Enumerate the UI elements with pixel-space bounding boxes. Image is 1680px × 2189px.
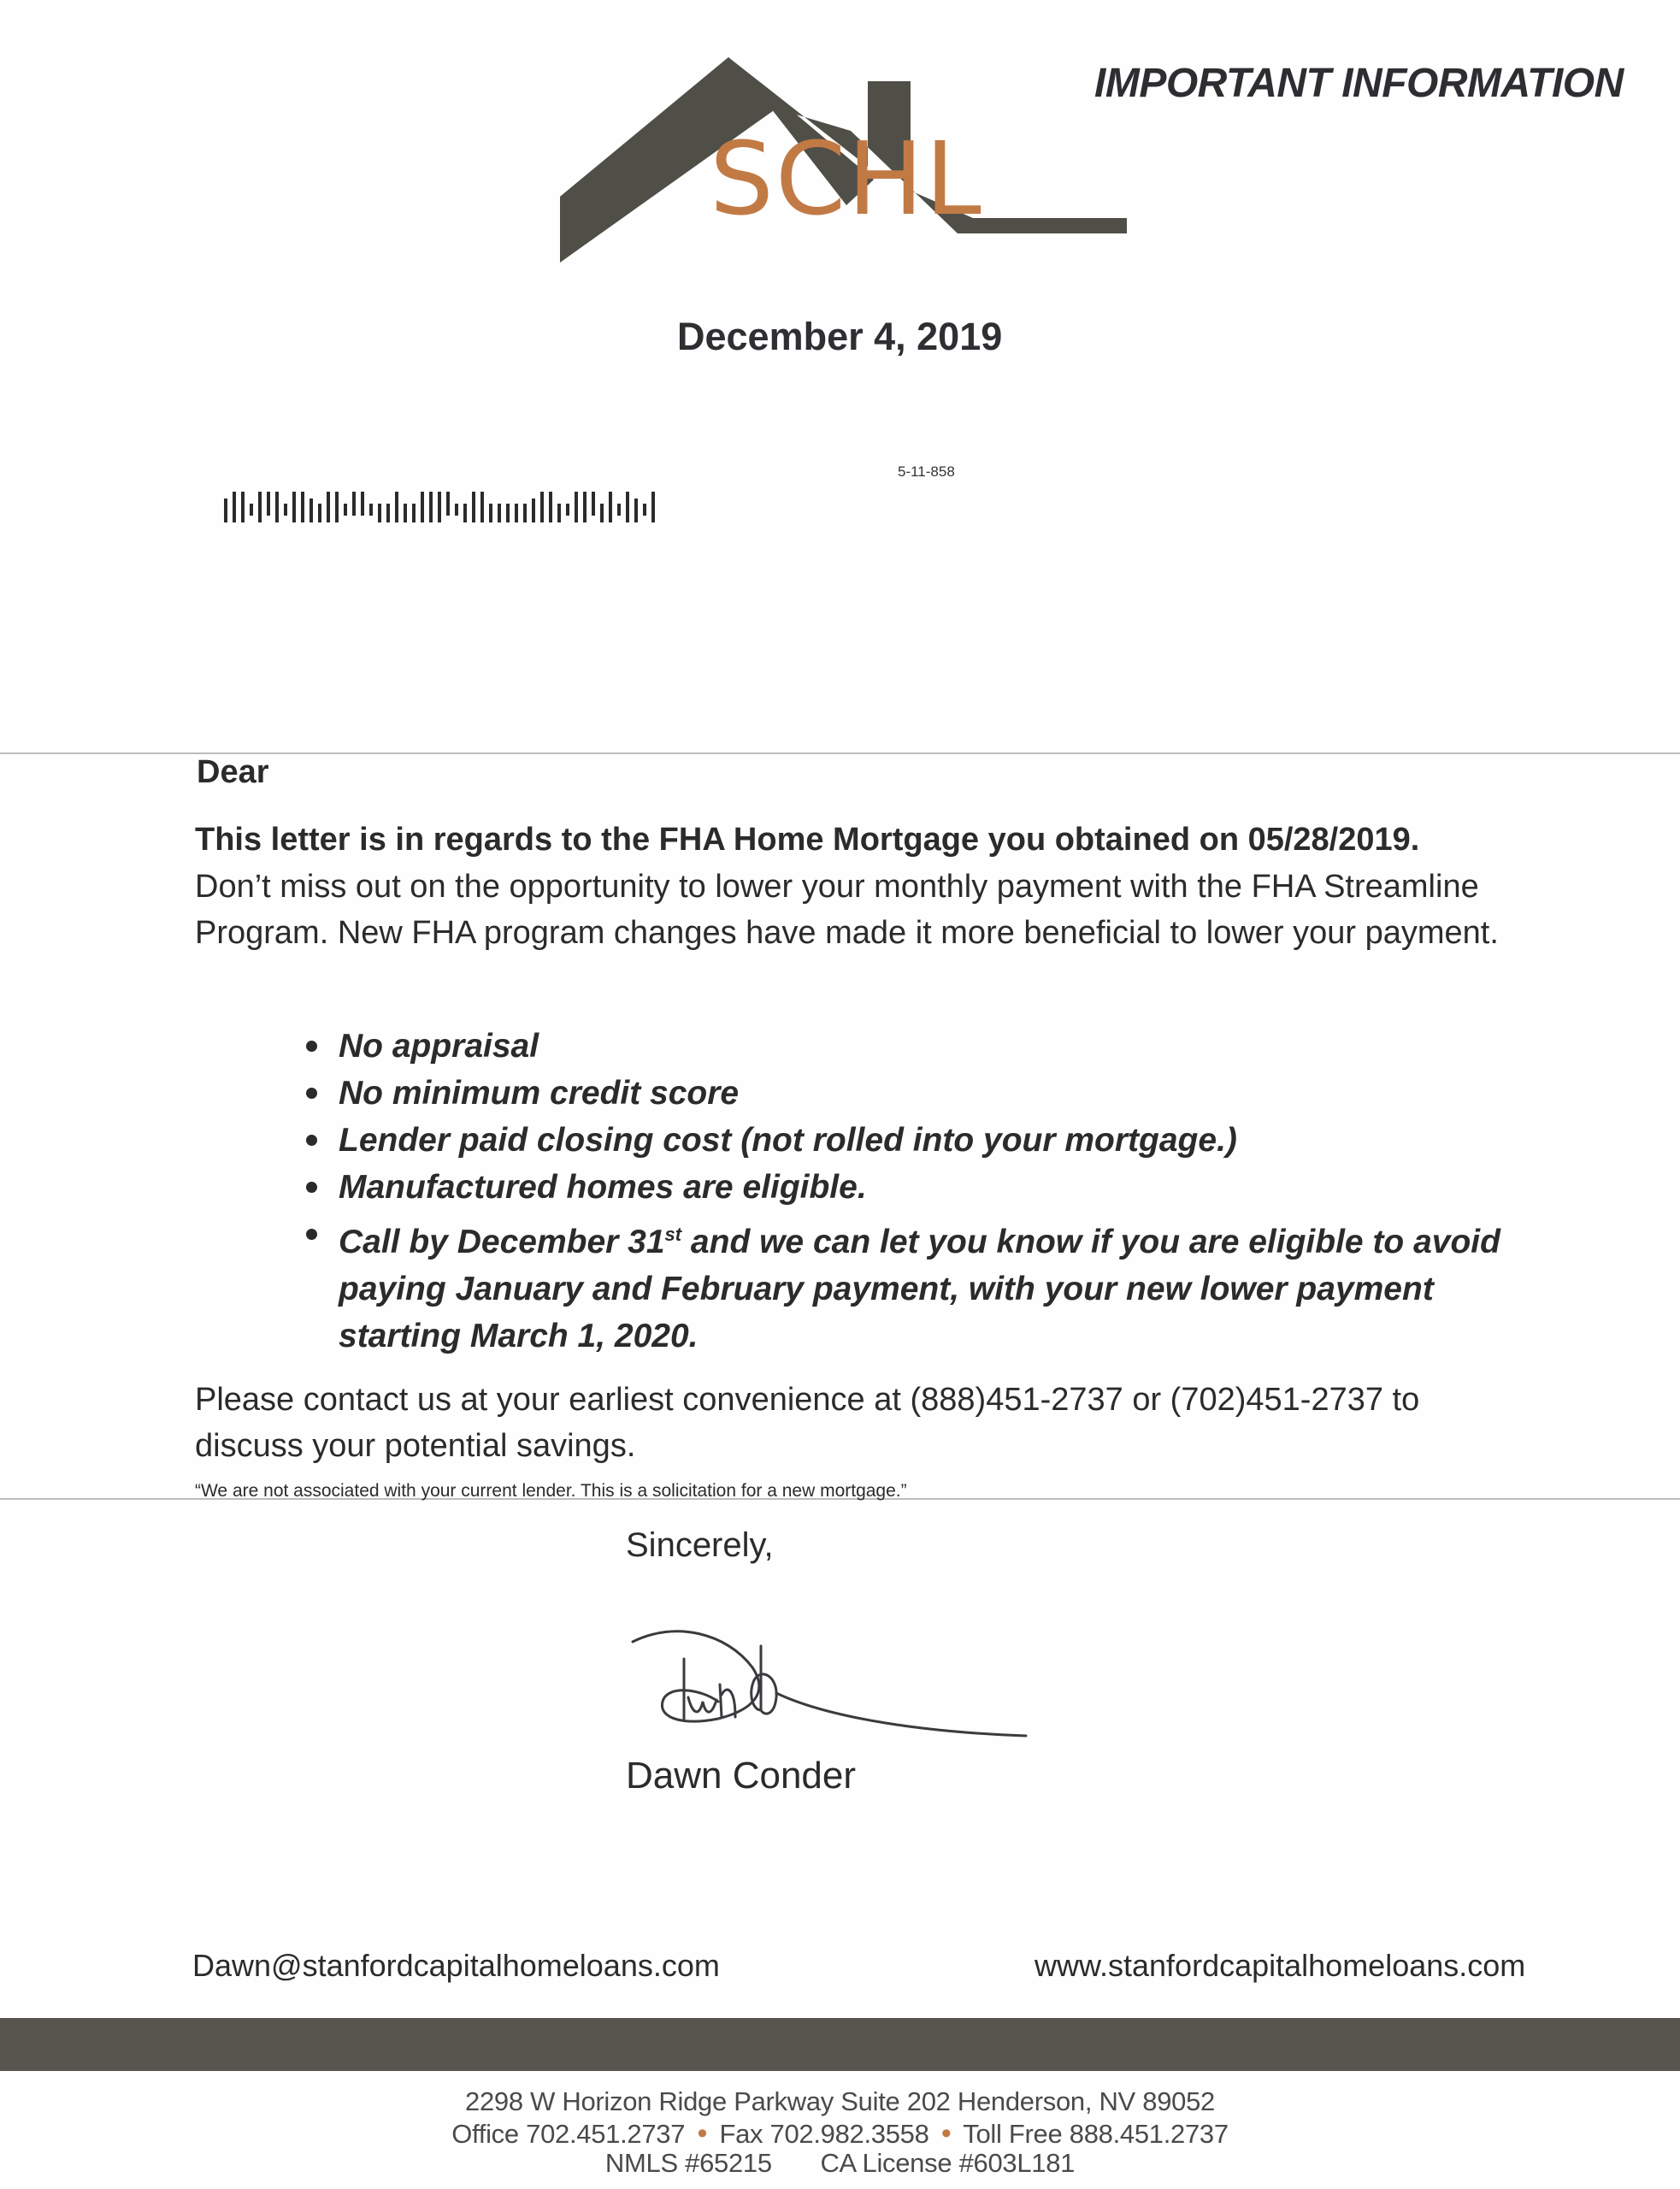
- toll-free-phone: Toll Free 888.451.2737: [963, 2119, 1229, 2149]
- footer-band: [0, 2018, 1680, 2071]
- reference-code: 5-11-858: [898, 463, 955, 480]
- ca-license-number: CA License #603L181: [820, 2148, 1076, 2178]
- intro-paragraph: Don’t miss out on the opportunity to lower your monthly payment with the FHA Streamline Program. New FHA program changes have made it more beneficial to lower your payment.: [195, 869, 1499, 951]
- separator-dot-icon: •: [697, 2117, 708, 2150]
- logo-text: SCHL: [710, 120, 983, 238]
- footer-licenses: [0, 2148, 1680, 2179]
- closing: Sincerely,: [626, 1526, 774, 1564]
- list-item: No minimum credit score: [299, 1070, 1539, 1117]
- postal-barcode-icon: [224, 492, 797, 522]
- signer-name: Dawn Conder: [626, 1755, 857, 1797]
- list-item-text: Call by December 31: [339, 1224, 665, 1260]
- email-link[interactable]: Dawn@stanfordcapitalhomeloans.com: [192, 1948, 720, 1983]
- signature-icon: [624, 1616, 1069, 1744]
- disclaimer: “We are not associated with your current lender. This is a solicitation for a new mortgage.”: [195, 1481, 907, 1501]
- fax-number: Fax 702.982.3558: [719, 2119, 929, 2149]
- list-item: No appraisal: [299, 1023, 1539, 1070]
- list-item: Manufactured homes are eligible.: [299, 1164, 1539, 1211]
- salutation: Dear: [197, 754, 269, 790]
- list-item: [299, 1211, 1539, 1360]
- nmls-number: NMLS #65215: [604, 2148, 772, 2178]
- footer-phones: [0, 2117, 1680, 2151]
- separator-dot-icon: •: [940, 2117, 952, 2150]
- company-logo: [556, 38, 1137, 265]
- footer-address: 2298 W Horizon Ridge Parkway Suite 202 Henderson, NV 89052: [465, 2086, 1215, 2116]
- lead-sentence: This letter is in regards to the FHA Home Mortgage you obtained on 05/28/2019.: [195, 822, 1420, 858]
- list-item-text: and we can let you know if you are eligible to avoid paying January and February payment, with your new lower payment starting March 1, 2020.: [339, 1224, 1500, 1354]
- website-link[interactable]: www.stanfordcapitalhomeloans.com: [1035, 1948, 1526, 1983]
- letter-date: December 4, 2019: [677, 315, 1003, 358]
- office-phone: Office 702.451.2737: [451, 2119, 686, 2149]
- ordinal-suffix: st: [664, 1224, 682, 1245]
- important-information-heading: IMPORTANT INFORMATION: [1094, 61, 1624, 106]
- contact-paragraph: Please contact us at your earliest convenience at (888)451-2737 or (702)451-2737 to discuss your potential savings.: [195, 1382, 1420, 1464]
- list-item: Lender paid closing cost (not rolled into your mortgage.): [299, 1117, 1539, 1164]
- benefits-list: [299, 1023, 1539, 1360]
